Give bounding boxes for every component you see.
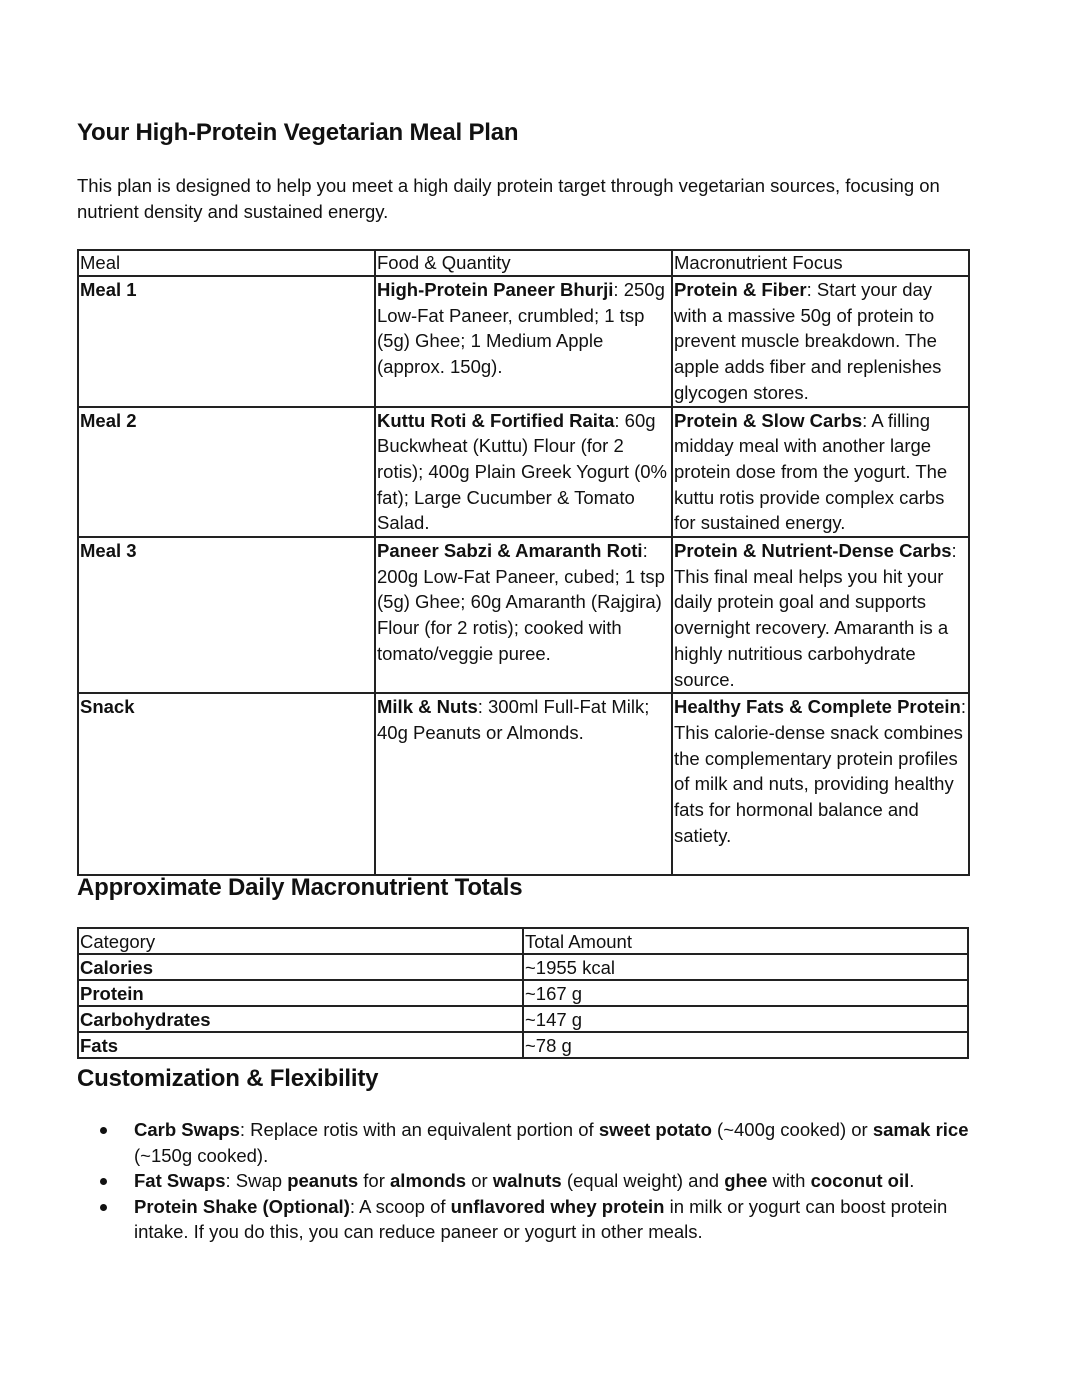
table-row [78,1006,968,1032]
table-row [78,693,969,875]
list-item: Fat Swaps: Swap peanuts for almonds or walnuts (equal weight) and ghee with coconut oil. [77,1168,977,1194]
bullet-icon [100,1178,107,1185]
category-label: Calories [80,957,154,978]
customization-list [77,1117,977,1245]
food-cell [375,537,672,693]
amount-value: ~147 g [523,1006,968,1032]
category-label: Protein [80,983,144,1004]
list-item: Protein Shake (Optional): A scoop of unflavored whey protein in milk or yogurt can boost protein intake. If you do this, you can reduce paneer or yogurt in other meals. [77,1194,977,1245]
food-title: Milk & Nuts [377,696,478,718]
header-total-amount: Total Amount [523,928,968,954]
intro-paragraph: This plan is designed to help you meet a high daily protein target through vegetarian sources, focusing on nutrient density and sustained energy. [77,175,940,222]
focus-title: Protein & Nutrient-Dense Carbs [674,540,952,562]
food-title: Paneer Sabzi & Amaranth Roti [377,540,643,562]
food-title: High-Protein Paneer Bhurji [377,279,614,300]
table-row [78,276,969,407]
table-header-row [78,928,968,954]
focus-detail: : A filling midday meal with another large protein dose from the yogurt. The kuttu rotis provide complex carbs for sustained energy. [674,409,948,534]
page-title: Your High-Protein Vegetarian Meal Plan [77,119,519,146]
customization-heading: Customization & Flexibility [77,1065,379,1092]
meal-name: Meal 3 [80,540,137,562]
totals-heading: Approximate Daily Macronutrient Totals [77,874,523,901]
focus-title: Protein & Fiber [674,279,807,300]
meal-name: Meal 1 [80,279,137,300]
header-meal: Meal [78,250,375,276]
list-item: Carb Swaps: Replace rotis with an equivalent portion of sweet potato (~400g cooked) or samak rice (~150g cooked). [77,1117,977,1168]
table-row [78,980,968,1006]
food-cell [375,407,672,538]
focus-title: Protein & Slow Carbs [674,409,863,431]
table-header-row [78,250,969,276]
food-cell [375,693,672,875]
category-label: Carbohydrates [80,1009,211,1030]
table-row [78,1032,968,1058]
focus-cell [672,537,969,693]
food-detail: : 200g Low-Fat Paneer, cubed; 1 tsp (5g) Ghee; 60g Amaranth (Rajgira) Flour (for 2 rotis); cooked with tomato/veggie puree. [377,540,665,664]
bullet-icon [100,1127,107,1134]
food-detail: : 250g Low-Fat Paneer, crumbled; 1 tsp (5g) Ghee; 1 Medium Apple (approx. 150g). [377,279,665,378]
focus-detail: : This calorie-dense snack combines the complementary protein profiles of milk and nuts, providing healthy fats for hormonal balance and satiety. [674,696,966,846]
food-cell [375,276,672,407]
focus-title: Healthy Fats & Complete Protein [674,696,961,718]
table-row [78,537,969,693]
food-title: Kuttu Roti & Fortified Raita [377,409,615,431]
focus-cell [672,407,969,538]
meal-plan-table [77,249,970,876]
table-row [78,954,968,980]
focus-detail: : Start your day with a massive 50g of protein to prevent muscle breakdown. The apple adds fiber and replenishes glycogen stores. [674,279,942,403]
header-category: Category [78,928,523,954]
food-detail: : 60g Buckwheat (Kuttu) Flour (for 2 rotis); 400g Plain Greek Yogurt (0% fat); Large Cucumber & Tomato Salad. [377,409,667,534]
macronutrient-totals-table [77,927,969,1059]
amount-value: ~1955 kcal [523,954,968,980]
focus-detail: : This final meal helps you hit your daily protein goal and supports overnight recovery. Amaranth is a highly nutritious carbohydrate source. [674,540,957,690]
focus-cell [672,693,969,875]
meal-name: Snack [80,696,135,718]
focus-cell [672,276,969,407]
food-detail: : 300ml Full-Fat Milk; 40g Peanuts or Almonds. [377,696,650,743]
amount-value: ~78 g [523,1032,968,1058]
table-row [78,407,969,538]
amount-value: ~167 g [523,980,968,1006]
header-macronutrient-focus: Macronutrient Focus [672,250,969,276]
category-label: Fats [80,1035,119,1056]
meal-name: Meal 2 [80,409,137,431]
bullet-icon [100,1204,107,1211]
header-food-quantity: Food & Quantity [375,250,672,276]
